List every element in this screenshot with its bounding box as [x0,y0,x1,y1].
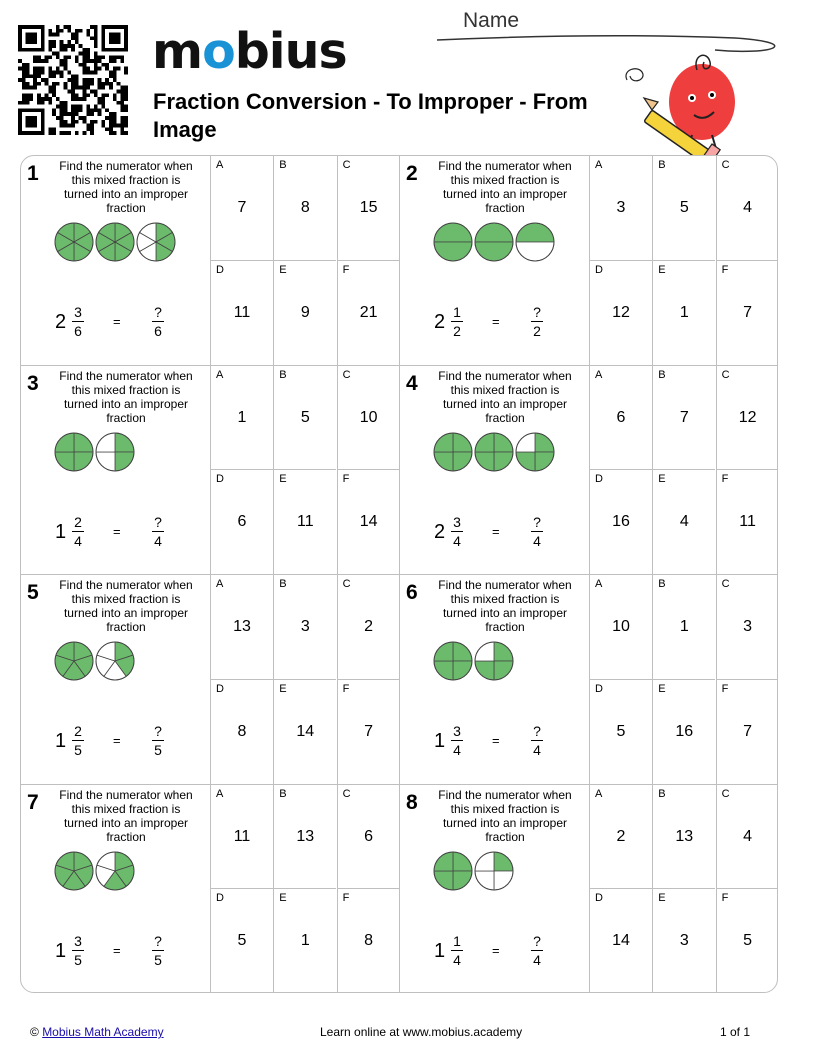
answer-option-b[interactable] [652,575,715,680]
equals-sign: = [113,314,121,329]
option-value: 7 [679,408,689,426]
numerator: 3 [453,513,461,530]
fraction-equation [432,304,562,340]
circle-slice [516,223,554,242]
option-value: 1 [237,408,247,426]
answer-option-c[interactable] [716,366,778,471]
answer-options [210,575,400,785]
fraction-circle [475,852,513,890]
copyright: © Mobius Math Academy [30,1025,164,1039]
problem-number: 6 [406,581,418,604]
option-letter: D [595,473,603,486]
answer-denominator: 4 [533,742,541,758]
fraction-circle [434,642,472,680]
problem-instruction: Find the numerator when this mixed fraction is turned into an improper fraction [59,787,193,844]
answer-option-c[interactable] [337,575,400,680]
answer-denominator: 6 [154,323,162,339]
fraction-circle [96,642,134,680]
fraction-circles [433,432,563,472]
option-value: 9 [300,303,310,321]
answer-option-a[interactable] [589,366,652,471]
numerator: 1 [453,304,461,320]
learn-online-text: Learn online at www.mobius.academy [320,1025,523,1039]
answer-numerator: ? [533,723,541,739]
fraction-circles [54,851,184,891]
fraction-circle [475,223,513,261]
option-value: 3 [300,618,310,635]
option-value: 12 [738,408,757,426]
denominator: 4 [74,532,82,549]
fraction-circle [434,852,472,890]
option-letter: B [279,159,287,171]
answer-option-a[interactable] [210,156,273,261]
fraction-circle [55,433,93,471]
answer-options [589,785,778,994]
option-letter: A [216,787,224,800]
answer-option-a[interactable] [589,156,652,261]
answer-option-c[interactable] [337,366,400,471]
option-letter: F [721,892,729,905]
option-letter: D [216,473,224,486]
answer-option-a[interactable] [210,575,273,680]
fraction-circle [137,223,175,261]
option-letter: A [216,578,224,590]
option-letter: A [595,787,603,800]
option-value: 15 [359,199,378,216]
option-value: 1 [679,303,689,321]
numerator: 1 [453,932,461,949]
problem-cell [21,575,400,785]
fraction-circle [516,223,554,261]
answer-option-e[interactable] [652,889,715,993]
option-letter: C [342,787,351,800]
answer-option-e[interactable] [273,261,336,366]
fraction-circle [96,852,134,890]
answer-denominator: 4 [533,951,541,968]
option-letter: A [216,159,224,171]
problem-number: 2 [406,162,418,185]
fraction-equation [432,514,562,550]
answer-option-e[interactable] [652,470,715,575]
answer-option-b[interactable] [652,366,715,471]
option-value: 21 [359,303,378,321]
answer-option-a[interactable] [589,575,652,680]
answer-option-d[interactable] [589,680,652,785]
option-letter: C [342,578,351,590]
option-value: 14 [359,513,378,531]
qr-code-icon [18,25,128,135]
problem-grid [20,155,778,993]
option-letter: D [216,682,224,695]
answer-numerator: ? [154,513,162,530]
option-letter: B [279,787,287,800]
option-letter: A [216,368,224,381]
mobius-academy-link[interactable]: Mobius Math Academy [42,1025,164,1039]
numerator: 3 [74,932,82,949]
option-value: 3 [616,199,626,216]
fraction-circle [475,642,513,680]
problem-number: 4 [406,371,418,395]
circle-slice [475,223,513,242]
equals-sign: = [113,733,121,748]
problem-cell [21,366,400,576]
problem-instruction: Find the numerator when this mixed fraction is turned into an improper fraction [438,787,572,844]
fraction-circles [433,851,563,891]
answer-numerator: ? [154,932,162,949]
option-letter: A [595,578,603,590]
worksheet-header [0,0,815,155]
circle-slice [475,242,513,261]
answer-option-c[interactable] [716,156,778,261]
fraction-equation [432,933,562,969]
problem-cell [21,785,400,994]
option-value: 14 [296,722,315,740]
answer-option-f[interactable] [716,680,778,785]
option-letter: F [342,473,350,486]
fraction-circle [516,433,554,471]
whole-number: 1 [55,730,67,752]
problem-number: 7 [27,790,39,814]
option-value: 7 [237,199,247,216]
option-value: 14 [612,932,630,950]
equals-sign: = [492,314,500,329]
answer-denominator: 4 [154,532,162,549]
fraction-bar [72,950,84,951]
problem-instruction: Find the numerator when this mixed fraction is turned into an improper fraction [59,159,193,215]
option-value: 11 [296,513,314,531]
fraction-bar [152,740,164,741]
fraction-bar [531,740,543,741]
answer-option-e[interactable] [652,680,715,785]
problem-cell [400,366,778,576]
option-letter: F [721,682,729,695]
option-letter: F [721,473,729,486]
option-letter: C [721,787,730,800]
fraction-equation [432,723,562,759]
option-value: 13 [296,827,315,845]
answer-option-a[interactable] [589,785,652,890]
denominator: 4 [453,742,461,758]
fraction-bar [152,321,164,322]
problem-instruction: Find the numerator when this mixed fraction is turned into an improper fraction [438,159,572,215]
option-letter: C [342,159,351,171]
answer-option-c[interactable] [716,575,778,680]
option-value: 6 [364,827,374,845]
option-letter: B [658,787,666,800]
problem-cell [400,575,778,785]
answer-options [589,575,778,785]
answer-option-e[interactable] [273,680,336,785]
answer-option-e[interactable] [273,470,336,575]
option-letter: E [279,473,287,486]
denominator: 5 [74,951,82,968]
answer-option-f[interactable] [337,889,400,993]
answer-option-b[interactable] [652,156,715,261]
answer-option-a[interactable] [210,366,273,471]
circle-slice [516,242,554,261]
option-letter: E [658,263,666,276]
option-value: 11 [739,513,756,531]
option-value: 6 [237,513,247,531]
mobius-logo: mobius [152,23,347,80]
problem-instruction: Find the numerator when this mixed fraction is turned into an improper fraction [59,578,193,634]
problem-number: 1 [27,162,39,185]
option-value: 13 [675,827,694,845]
fraction-bar [451,740,463,741]
option-value: 11 [233,827,251,845]
fraction-bar [451,950,463,951]
option-value: 5 [743,932,753,950]
answer-option-d[interactable] [210,680,273,785]
answer-option-b[interactable] [273,785,336,890]
numerator: 2 [74,723,82,739]
option-value: 4 [743,827,753,845]
problem-number: 5 [27,581,39,604]
option-value: 4 [679,513,689,531]
numerator: 2 [74,513,82,530]
answer-options [210,785,400,994]
answer-option-f[interactable] [337,470,400,575]
equals-sign: = [492,523,500,539]
equals-sign: = [113,942,121,958]
fraction-bar [152,531,164,532]
option-value: 12 [612,303,630,321]
numerator: 3 [74,304,82,320]
fraction-circle [55,642,93,680]
fraction-circle [55,852,93,890]
fraction-equation [53,933,183,969]
option-value: 8 [364,932,374,950]
denominator: 5 [74,742,82,758]
fraction-circles [54,222,184,262]
option-letter: B [658,159,666,171]
problem-cell [400,156,778,366]
option-value: 2 [616,827,626,845]
option-value: 10 [359,408,378,426]
circle-slice [434,242,472,261]
problem-number: 8 [406,790,418,814]
numerator: 3 [453,723,461,739]
answer-option-b[interactable] [273,366,336,471]
option-letter: E [658,682,666,695]
answer-options [210,156,400,366]
fraction-bar [531,950,543,951]
option-letter: B [279,578,287,590]
option-value: 13 [233,618,251,635]
answer-options [589,366,778,576]
whole-number: 2 [434,520,446,543]
option-value: 5 [237,932,247,950]
fraction-circles [54,641,184,681]
option-value: 6 [616,408,626,426]
fraction-equation [53,304,183,340]
denominator: 4 [453,951,461,968]
fraction-bar [72,740,84,741]
option-letter: F [342,263,350,276]
option-letter: C [721,368,730,381]
answer-option-f[interactable] [337,680,400,785]
option-value: 1 [679,618,689,635]
page-title: Fraction Conversion - To Improper - From Image [153,89,588,142]
answer-denominator: 5 [154,742,162,758]
option-letter: C [721,159,730,171]
fraction-circle [96,223,134,261]
answer-option-f[interactable] [716,470,778,575]
page-number: 1 of 1 [720,1025,751,1039]
problem-instruction: Find the numerator when this mixed fraction is turned into an improper fraction [438,368,572,425]
answer-option-e[interactable] [652,261,715,366]
equals-sign: = [492,733,500,748]
problem-cell [21,156,400,366]
option-value: 10 [612,618,630,635]
answer-option-f[interactable] [716,889,778,993]
option-letter: E [279,263,287,276]
option-value: 3 [743,618,753,635]
option-letter: B [658,578,666,590]
option-value: 5 [679,199,689,216]
answer-option-d[interactable] [210,470,273,575]
option-letter: D [595,263,603,276]
problem-instruction: Find the numerator when this mixed fraction is turned into an improper fraction [438,578,572,634]
answer-denominator: 5 [154,951,162,968]
option-value: 16 [612,513,630,531]
answer-option-b[interactable] [273,575,336,680]
answer-denominator: 2 [533,323,541,339]
fraction-bar [152,950,164,951]
name-label: Name [463,9,520,32]
option-value: 7 [743,722,753,740]
answer-numerator: ? [533,932,541,949]
equals-sign: = [492,942,500,958]
option-letter: D [595,682,603,695]
option-letter: C [721,578,730,590]
option-letter: B [279,368,287,381]
whole-number: 2 [55,311,67,333]
fraction-bar [451,531,463,532]
fraction-equation [53,723,183,759]
answer-option-f[interactable] [716,261,778,366]
whole-number: 1 [55,939,67,962]
option-letter: E [279,682,287,695]
whole-number: 1 [434,939,446,962]
option-letter: A [595,159,603,171]
circle-slice [434,223,472,242]
whole-number: 1 [434,730,446,752]
problem-instruction: Find the numerator when this mixed fraction is turned into an improper fraction [59,368,193,425]
whole-number: 1 [55,520,67,543]
problem-number: 3 [27,371,39,395]
option-letter: E [658,473,666,486]
answer-numerator: ? [154,304,162,320]
denominator: 4 [453,532,461,549]
fraction-circles [54,432,184,472]
option-value: 8 [300,199,310,216]
option-value: 1 [300,932,310,950]
answer-option-d[interactable] [210,261,273,366]
answer-option-d[interactable] [210,889,273,993]
mascot-pencil-icon [612,40,742,155]
answer-option-f[interactable] [337,261,400,366]
fraction-circle [96,433,134,471]
fraction-bar [72,321,84,322]
answer-numerator: ? [533,304,541,320]
answer-option-a[interactable] [210,785,273,890]
answer-option-b[interactable] [652,785,715,890]
option-letter: F [342,682,350,695]
option-value: 2 [364,618,374,635]
option-letter: E [279,892,287,905]
option-value: 7 [364,722,374,740]
answer-option-c[interactable] [337,156,400,261]
answer-options [589,156,778,366]
answer-numerator: ? [154,723,162,739]
option-value: 5 [616,722,626,740]
option-value: 16 [675,722,694,740]
fraction-bar [531,531,543,532]
answer-denominator: 4 [533,532,541,549]
denominator: 6 [74,323,82,339]
option-value: 4 [743,199,753,216]
problem-cell [400,785,778,994]
option-letter: D [216,263,224,276]
fraction-circles [433,222,563,262]
answer-option-d[interactable] [589,261,652,366]
answer-option-d[interactable] [589,889,652,993]
answer-options [210,366,400,576]
fraction-circle [55,223,93,261]
option-letter: F [342,892,350,905]
option-letter: A [595,368,603,381]
option-value: 5 [300,408,310,426]
option-value: 3 [679,932,689,950]
denominator: 2 [453,323,461,339]
fraction-bar [531,321,543,322]
option-letter: D [216,892,224,905]
option-letter: E [658,892,666,905]
fraction-circles [433,641,563,681]
fraction-circle [434,433,472,471]
option-letter: B [658,368,666,381]
option-value: 7 [743,303,753,321]
answer-numerator: ? [533,513,541,530]
answer-option-b[interactable] [273,156,336,261]
option-value: 11 [233,303,251,321]
option-letter: D [595,892,603,905]
fraction-circle [434,223,472,261]
answer-option-c[interactable] [716,785,778,890]
option-letter: F [721,263,729,276]
answer-option-e[interactable] [273,889,336,993]
answer-option-c[interactable] [337,785,400,890]
fraction-equation [53,514,183,550]
fraction-bar [451,321,463,322]
fraction-bar [72,531,84,532]
option-letter: C [342,368,351,381]
equals-sign: = [113,523,121,539]
fraction-circle [475,433,513,471]
option-value: 8 [237,722,247,740]
whole-number: 2 [434,311,446,333]
answer-option-d[interactable] [589,470,652,575]
